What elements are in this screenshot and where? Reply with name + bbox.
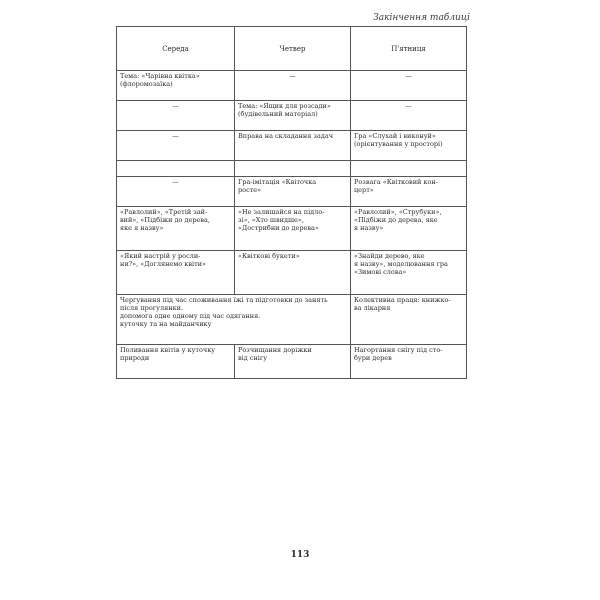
table-cell-merged: Чергування під час споживання їжі та підготовки до занять після прогулянки. допомога одне одному під час одягання. куточку та на майданчику xyxy=(117,295,351,345)
table-cell: «Не залишайся на підло- зі», «Хто швидше», «Дострибни до дерева» xyxy=(235,207,351,251)
spacer-cell xyxy=(351,161,467,177)
table-cell: Розвага «Квітковий кон- церт» xyxy=(351,177,467,207)
table-cell: — xyxy=(235,71,351,101)
table-cell: «Равлолий», «Третій зай- вий», «Підбіжи до дерева, яке я назву» xyxy=(117,207,235,251)
table-cell: Розчищання доріжки від снігу xyxy=(235,345,351,379)
table-cell: Колективна праця: книжко- ва лікарня xyxy=(351,295,467,345)
continuation-label: Закінчення таблиці xyxy=(373,13,470,23)
table-cell: «Квіткові букети» xyxy=(235,251,351,295)
header-friday: П'ятниця xyxy=(351,27,467,71)
table-cell: Тема: «Чарівна квітка» (флоромозаїка) xyxy=(117,71,235,101)
table-row xyxy=(117,295,467,345)
page-number: 113 xyxy=(290,550,310,560)
table-cell: Нагортання снігу під сто- бури дерев xyxy=(351,345,467,379)
table-cell: Поливання квітів у куточку природи xyxy=(117,345,235,379)
table-header-row xyxy=(117,27,467,71)
table-spacer-row xyxy=(117,161,467,177)
table-row xyxy=(117,345,467,379)
spacer-cell xyxy=(117,161,235,177)
table-cell: — xyxy=(117,131,235,161)
table-cell: «Який настрій у росли- ни?», «Доглянемо квіти» xyxy=(117,251,235,295)
table-cell: Вправа на складання задач xyxy=(235,131,351,161)
table-row xyxy=(117,251,467,295)
table-cell: — xyxy=(351,71,467,101)
table-cell: Гра «Слухай і виконуй» (орієнтування у просторі) xyxy=(351,131,467,161)
header-wednesday: Середа xyxy=(117,27,235,71)
table-row xyxy=(117,177,467,207)
table-cell: Тема: «Ящик для розсади» (будівельний матеріал) xyxy=(235,101,351,131)
table-cell: «Знайди дерево, яке я назву», моделювання гра «Зимові слова» xyxy=(351,251,467,295)
schedule-table xyxy=(116,26,467,379)
table-cell: «Равлолий», «Струбуки», «Підбіжи до дерева, яке я назву» xyxy=(351,207,467,251)
table-row xyxy=(117,71,467,101)
table-cell: — xyxy=(351,101,467,131)
table-row xyxy=(117,207,467,251)
table-cell: — xyxy=(117,177,235,207)
spacer-cell xyxy=(235,161,351,177)
table-row xyxy=(117,101,467,131)
table-row xyxy=(117,131,467,161)
header-thursday: Четвер xyxy=(235,27,351,71)
table-cell: — xyxy=(117,101,235,131)
table-cell: Гра-імітація «Квіточка росте» xyxy=(235,177,351,207)
